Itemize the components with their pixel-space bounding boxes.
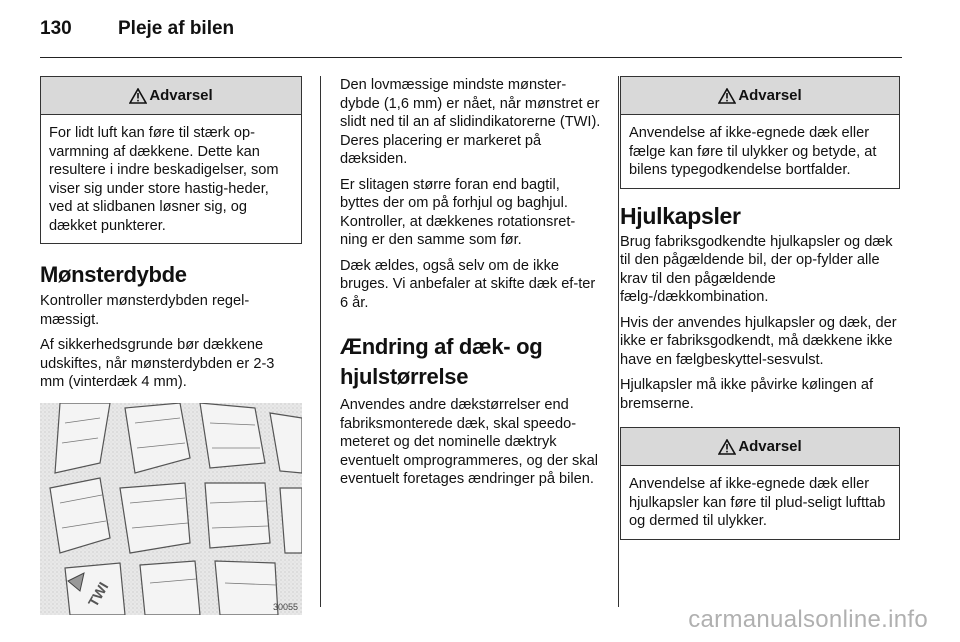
twi-label: TWI <box>84 578 112 609</box>
section-heading: Hjulkapsler <box>620 202 741 229</box>
paragraph: Den lovmæssige mindste mønster-dybde (1,6 mm) er nået, når mønstret er slidt ned til an af slidindikatorerne (TWI). Deres placering er markeret på dæksiden. <box>340 77 601 167</box>
warning-header <box>621 77 899 115</box>
column-divider <box>618 76 619 607</box>
warning-box <box>620 76 900 189</box>
paragraph: Er slitagen større foran end bagtil, byttes der om på forhjul og baghjul. Kontroller, at dækkenes rotationsret-ning er den samme som før. <box>340 176 576 248</box>
column-2 <box>340 76 602 496</box>
image-code: 30055 <box>272 601 298 612</box>
warning-triangle-icon <box>718 88 736 104</box>
page-header <box>40 18 234 48</box>
section-heading: Mønsterdybde <box>40 262 187 287</box>
paragraph: Dæk ældes, også selv om de ikke bruges. Vi anbefaler at skifte dæk ef-ter 6 år. <box>340 257 596 311</box>
tire-tread-illustration <box>40 403 302 615</box>
watermark: carmanualsonline.info <box>688 606 928 633</box>
section-heading: Ændring af dæk- og hjulstørrelse <box>340 334 543 389</box>
warning-title: Advarsel <box>149 87 213 104</box>
paragraph: Brug fabriksgodkendte hjulkapsler og dæk til den pågældende bil, der op-fylder alle krav til den pågældende fælg-/dækkombination. <box>620 233 893 305</box>
warning-text: Anvendelse af ikke-egnede dæk eller hjulkapsler kan føre til plud-seligt lufttab og dermed til ulykker. <box>629 476 886 529</box>
paragraph: Hvis der anvendes hjulkapsler og dæk, der ikke er fabriksgodkendt, må dækkene ikke have en fælgbeskyttel-sesvulst. <box>620 314 897 368</box>
warning-header <box>621 428 899 466</box>
warning-triangle-icon <box>718 439 736 455</box>
warning-box <box>40 76 302 244</box>
warning-title: Advarsel <box>738 87 802 104</box>
warning-box <box>620 427 900 540</box>
paragraph: Anvendes andre dækstørrelser end fabriksmonterede dæk, skal speedo-meteret og det nominelle dæktryk eventuelt omprogrammeres, og der skal eventuelt foretages ændringer på bilen. <box>340 397 598 487</box>
warning-text: For lidt luft kan føre til stærk op-varmning af dækkene. Dette kan resultere i indre beskadigelser, som viser sig under store hastig-heder, ved at slidbanen løsner sig, og dækket punkterer. <box>49 125 279 234</box>
column-divider <box>320 76 321 607</box>
chapter-title: Pleje af bilen <box>118 18 235 39</box>
paragraph: Af sikkerhedsgrunde bør dækkene udskiftes, når mønsterdybden er 2-3 mm (vinterdæk 4 mm). <box>40 337 275 390</box>
column-3 <box>620 76 900 554</box>
warning-title: Advarsel <box>738 438 802 455</box>
page-number: 130 <box>40 18 72 39</box>
warning-triangle-icon <box>129 88 147 104</box>
warning-text: Anvendelse af ikke-egnede dæk eller fælge kan føre til ulykker og betyde, at bilens typegodkendelse bortfalder. <box>629 125 877 178</box>
column-1 <box>40 76 302 615</box>
warning-header <box>41 77 301 115</box>
paragraph: Kontroller mønsterdybden regel-mæssigt. <box>40 293 250 328</box>
paragraph: Hjulkapsler må ikke påvirke kølingen af bremserne. <box>620 377 874 412</box>
tire-tread-drawing <box>40 403 302 615</box>
header-rule <box>40 57 902 58</box>
